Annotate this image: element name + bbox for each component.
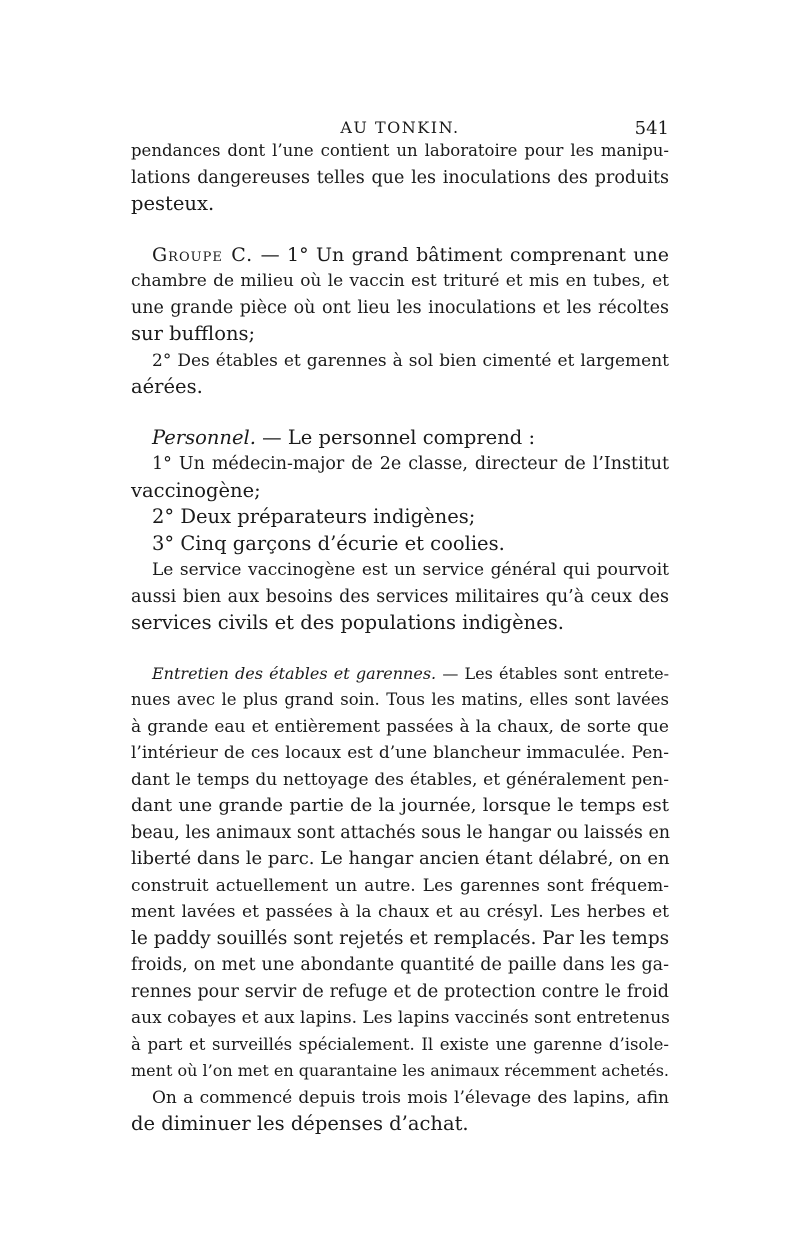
paragraph-personnel: [131, 425, 669, 637]
text-run: — Les étables sont entrete-: [436, 663, 670, 683]
text-line: construit actuellement un autre. Les garennes sont fréquem-: [131, 875, 669, 896]
text-line: dant le temps du nettoyage des étables, et généralement pen-: [131, 769, 669, 790]
text-line: à part et surveillés spécialement. Il existe une garenne d’isole-: [131, 1034, 669, 1054]
text-line: pendances dont l’une contient un laboratoire pour les manipu-: [131, 141, 669, 160]
text-line: beau, les animaux sont attachés sous le hangar ou laissés en: [131, 822, 671, 843]
text-line: le paddy souillés sont rejetés et remplacés. Par les temps: [131, 927, 670, 949]
paragraph-entretien: [131, 661, 669, 1138]
text-line: sur bufflons;: [131, 322, 256, 345]
book-page: [131, 112, 669, 1138]
text-line: aérées.: [131, 375, 203, 398]
text-line: 1° Un médecin-major de 2e classe, directeur de l’Institut: [152, 454, 669, 474]
text-line: [131, 661, 669, 688]
text-run: — 1° Un grand bâtiment comprenant une: [253, 243, 669, 266]
text-line: services civils et des populations indigènes.: [131, 611, 564, 634]
section-heading: Personnel.: [152, 425, 256, 449]
text-line: liberté dans le parc. Le hangar ancien étant délabré, on en: [131, 848, 670, 869]
running-title: AU TONKIN.: [340, 118, 460, 137]
text-line: une grande pièce où ont lieu les inoculations et les récoltes: [131, 297, 669, 318]
text-line: ment où l’on met en quarantaine les animaux récemment achetés.: [131, 1061, 669, 1080]
text-line: [131, 425, 669, 452]
text-line: [131, 242, 669, 269]
text-line: chambre de milieu où le vaccin est trituré et mis en tubes, et: [131, 271, 669, 291]
text-line: 2° Deux préparateurs indigènes;: [152, 505, 476, 528]
text-line: pesteux.: [131, 192, 215, 215]
section-heading: Groupe C.: [152, 243, 254, 266]
text-line: nues avec le plus grand soin. Tous les matins, elles sont lavées: [131, 690, 669, 709]
text-line: Le service vaccinogène est un service général qui pourvoit: [152, 560, 669, 580]
text-line: aussi bien aux besoins des services militaires qu’à ceux des: [131, 586, 669, 607]
text-line: de diminuer les dépenses d’achat.: [131, 1112, 469, 1135]
paragraph-groupe-c: [131, 242, 669, 401]
text-run: — Le personnel comprend :: [255, 425, 536, 449]
text-line: rennes pour servir de refuge et de protection contre le froid: [131, 981, 669, 1002]
paragraph-continuation: [131, 138, 669, 218]
text-line: vaccinogène;: [131, 478, 261, 502]
text-line: 2° Des étables et garennes à sol bien cimenté et largement: [152, 350, 669, 371]
text-line: ment lavées et passées à la chaux et au crésyl. Les herbes et: [131, 902, 669, 922]
running-head: [131, 112, 669, 138]
text-line: dant une grande partie de la journée, lorsque le temps est: [131, 795, 669, 816]
text-line: aux cobayes et aux lapins. Les lapins vaccinés sont entretenus: [131, 1008, 670, 1028]
text-line: l’intérieur de ces locaux est d’une blancheur immaculée. Pen-: [131, 743, 669, 763]
text-line: lations dangereuses telles que les inoculations des produits: [131, 167, 669, 188]
text-line: froids, on met une abondante quantité de paille dans les ga-: [131, 955, 669, 975]
text-line: On a commencé depuis trois mois l’élevage des lapins, afin: [152, 1087, 669, 1108]
text-line: 3° Cinq garçons d’écurie et coolies.: [152, 531, 505, 555]
text-line: à grande eau et entièrement passées à la chaux, de sorte que: [131, 716, 669, 737]
page-number: 541: [634, 118, 669, 139]
section-heading: Entretien des étables et garennes.: [152, 663, 437, 683]
